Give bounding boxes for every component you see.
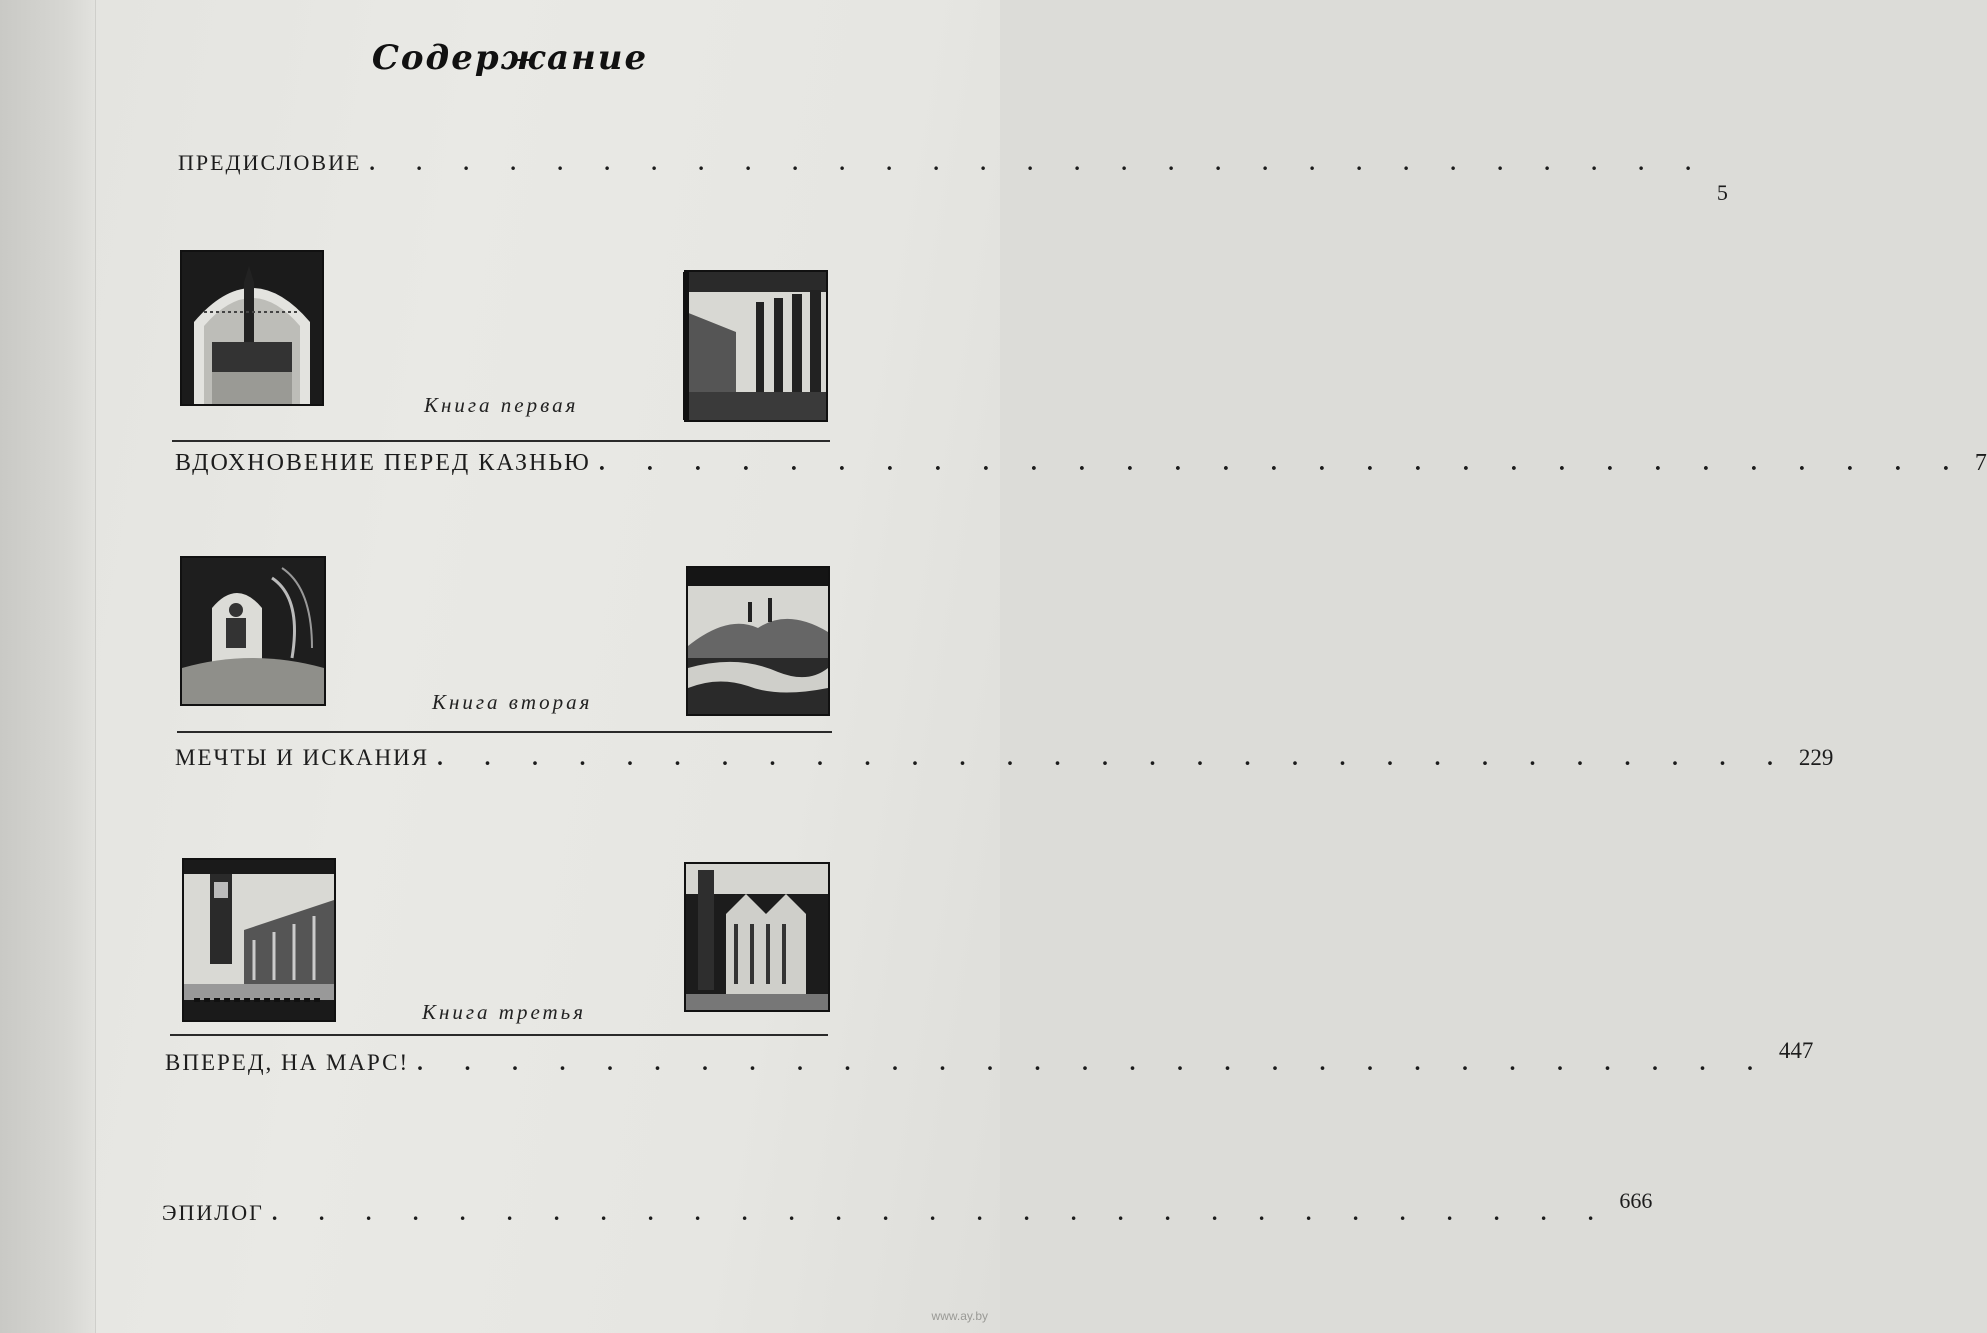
toc-entry-label: ПРЕДИСЛОВИЕ (178, 150, 362, 175)
watermark: www.ay.by (931, 1309, 988, 1323)
toc-entry-page: 447 (1778, 1038, 1814, 1063)
toc-entry-page: 7 (1974, 450, 1987, 476)
toc-entry-label: МЕЧТЫ И ИСКАНИЯ (175, 745, 430, 770)
section-rule (172, 440, 830, 442)
toc-entry-page: 229 (1798, 745, 1834, 770)
book-caption: Книга первая (424, 393, 579, 417)
book-caption: Книга вторая (432, 690, 593, 714)
toc-entry-preface (178, 150, 1728, 205)
dot-leader: . . . . . . . . . . . . . . . . . . . . . . . . . . . . . (417, 1050, 1771, 1075)
previous-page-edge (0, 0, 96, 1333)
toc-entry-book-three (165, 1038, 1814, 1076)
hill-town-landscape-engraving-icon (686, 566, 830, 716)
toc-entry-epilogue (162, 1188, 1653, 1226)
page-title: Содержание (371, 38, 649, 78)
street-tower-engraving-icon (182, 858, 336, 1022)
dot-leader: . . . . . . . . . . . . . . . . . . . . . . . . . . . . . (271, 1200, 1612, 1225)
dot-leader: . . . . . . . . . . . . . . . . . . . . . . . . . . . . . (598, 450, 1967, 476)
toc-entry-book-two (175, 745, 1834, 771)
toc-entry-page: 666 (1619, 1188, 1653, 1213)
toc-entry-label: ВДОХНОВЕНИЕ ПЕРЕД КАЗНЬЮ (175, 450, 591, 476)
dot-leader: . . . . . . . . . . . . . . . . . . . . . . . . . . . . . (369, 150, 1709, 175)
book-caption: Книга третья (422, 1000, 586, 1024)
garden-statue-engraving-icon (180, 556, 326, 706)
arch-cityscape-engraving-icon (180, 250, 324, 406)
gothic-house-engraving-icon (684, 862, 830, 1012)
toc-entry-label: ЭПИЛОГ (162, 1200, 264, 1225)
toc-entry-label: ВПЕРЕД, НА МАРС! (165, 1050, 410, 1075)
dot-leader: . . . . . . . . . . . . . . . . . . . . . . . . . . . . . (437, 745, 1791, 770)
section-rule (177, 731, 832, 733)
section-rule (170, 1034, 828, 1036)
toc-entry-book-one (175, 450, 1987, 477)
colonnade-engraving-icon (684, 270, 828, 422)
toc-entry-page: 5 (1716, 180, 1728, 205)
